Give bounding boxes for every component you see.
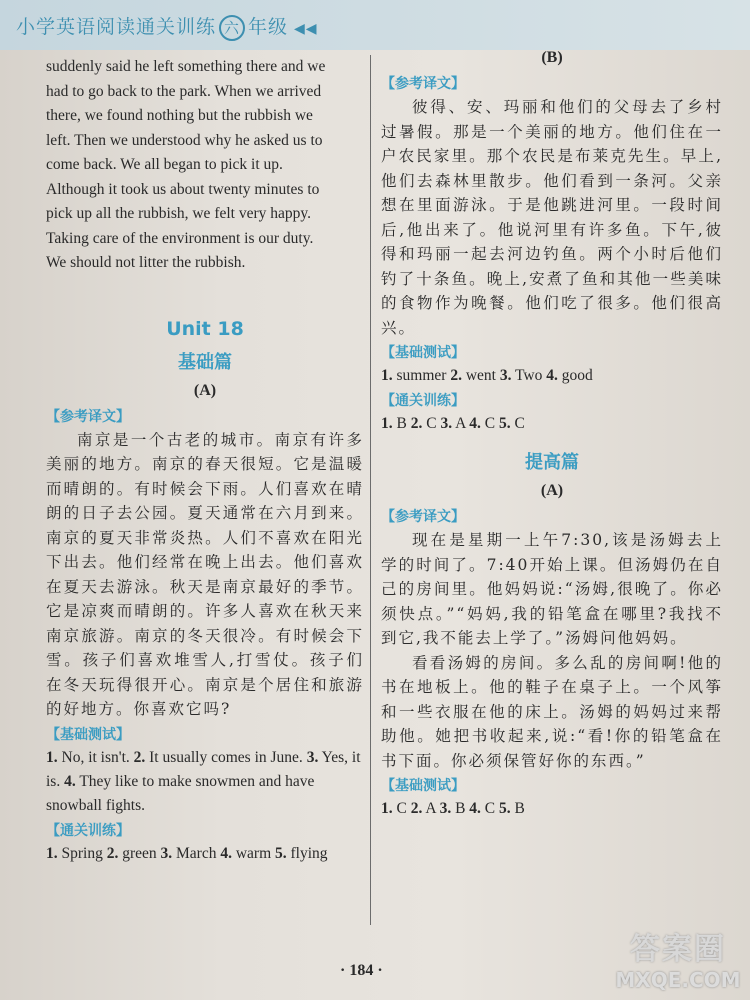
answer-number: 3. (439, 800, 452, 817)
tag-translation-a2: 【 参考译文 】 (381, 506, 723, 526)
answer-text: C (480, 800, 500, 817)
tag-basic-test-b: 【 基础测试 】 (381, 342, 723, 362)
answer-text: green (118, 844, 161, 862)
answer-number: 3. (499, 367, 512, 384)
column-divider (370, 55, 371, 925)
english-line: had to go back to the park. When we arrived (46, 82, 322, 100)
subsection-b: (B) (541, 49, 563, 66)
tag-pass-training-b: 【 通关训练 】 (381, 390, 723, 410)
answer-number: 2. (450, 367, 462, 384)
left-column (46, 55, 364, 866)
answer-number: 1. (46, 748, 58, 766)
english-passage (46, 55, 364, 276)
answer-text: summer (392, 367, 451, 384)
pass-training-answers (46, 842, 364, 866)
answer-text: C (480, 415, 500, 432)
tag-basic-test: 【 基础测试 】 (46, 724, 364, 744)
answer-number: 1. (381, 415, 393, 432)
section-title-advanced: 提高篇 (525, 452, 579, 473)
answer-number: 1. (381, 800, 393, 817)
answer-text: C (422, 415, 441, 432)
header-arrow-icon: ◀◀ (294, 21, 318, 37)
tag-translation: 【 参考译文 】 (46, 406, 364, 426)
answer-number: 4. (64, 772, 76, 790)
answer-number: 2. (106, 844, 119, 862)
english-line: left. Then we understood why he asked us to (46, 131, 323, 149)
unit-title: Unit 18 (166, 317, 244, 340)
watermark-logo: 答案圈 (630, 932, 726, 967)
answer-number: 4. (469, 415, 481, 432)
answer-number: 3. (160, 844, 173, 862)
english-line: Although it took us about twenty minutes to (46, 180, 320, 198)
translation-a2-para2: 看看汤姆的房间。多么乱的房间啊!他的书在地板上。他的鞋子在桌子上。一个风筝和一些衣服在他的床上。汤姆的妈妈过来帮助他。她把书收起来,说:“看!你的铅笔盒在书下面。你必须保管好你的东西。” (381, 653, 723, 770)
answer-number: 1. (46, 844, 58, 862)
english-line: there, we found nothing but the rubbish we (46, 107, 313, 124)
answer-text: warm (231, 844, 276, 862)
tag-pass-training: 【 通关训练 】 (46, 820, 364, 840)
answer-text: B (392, 415, 411, 432)
answer-text: B (451, 800, 470, 817)
tag-translation-b: 【 参考译文 】 (381, 73, 723, 93)
answer-number: 2. (133, 748, 146, 766)
watermark (614, 924, 742, 994)
english-line: Taking care of the environment is our duty. (46, 229, 314, 247)
answer-number: 4. (220, 844, 232, 862)
english-line: come back. We all began to pick it up. (46, 156, 283, 173)
answer-number: 3. (306, 748, 319, 766)
answer-number: 5. (275, 844, 287, 862)
subsection-a: (A) (193, 381, 217, 399)
answer-number: 4. (469, 800, 481, 817)
english-line: We should not litter the rubbish. (46, 254, 246, 271)
answer-text: A (452, 415, 470, 432)
answer-text: No, it isn't. (57, 748, 134, 766)
basic-test-a2-answers (381, 797, 723, 821)
answer-number: 5. (499, 800, 511, 817)
answer-number: 2. (410, 800, 423, 817)
translation-a2-para1: 现在是星期一上午7:30,该是汤姆去上学的时间了。7:40开始上课。但汤姆仍在自己的房间里。他妈妈说:“汤姆,很晚了。你必须快点。”“妈妈,我的铅笔盒在哪里?我找不到它,我不能去上学了。”汤姆问他妈妈。 (381, 531, 723, 647)
basic-test-b-answers (381, 364, 723, 388)
running-header (16, 12, 318, 41)
page-number: · 184 · (340, 962, 383, 979)
answer-text: A (422, 800, 440, 817)
answer-text: Yes, it is. (46, 748, 361, 790)
answer-text: C (510, 415, 525, 432)
answer-number: 1. (381, 367, 393, 384)
answer-text: C (392, 800, 411, 817)
english-line: suddenly said he left something there and we (46, 58, 326, 75)
answer-number: 3. (440, 415, 453, 432)
translation-text: 南京是一个古老的城市。南京有许多美丽的地方。南京的春天很短。它是温暖而晴朗的。有时候会下雨。人们喜欢在晴朗的日子去公园。夏天通常在六月到来。南京的夏天非常炎热。人们不喜欢在阳光下出去。他们经常在晚上出去。他们喜欢在夏天去游泳。秋天是南京最好的季节。它是凉爽而晴朗的。许多人喜欢在秋天来南京旅游。南京的冬天很冷。有时候会下雪。孩子们喜欢堆雪人,打雪仗。孩子们在冬天玩得很开心。南京是个居住和旅游的好地方。你喜欢它吗? (46, 430, 364, 718)
answer-text: It usually comes in June. (145, 748, 307, 766)
basic-test-answers (46, 746, 364, 818)
answer-number: 4. (546, 367, 558, 384)
section-title-basic: 基础篇 (178, 351, 232, 373)
right-column (381, 45, 723, 821)
header-title: 小学英语阅读通关训练 (16, 16, 217, 38)
subsection-a2: (A) (540, 482, 564, 499)
answer-number: 5. (499, 415, 511, 432)
english-line: pick up all the rubbish, we felt very happy. (46, 205, 312, 222)
answer-number: 2. (410, 415, 423, 432)
answer-text: flying (286, 844, 328, 862)
answer-text: They like to make snowmen and have snowball fights. (46, 772, 315, 814)
header-grade: 年级 (248, 16, 289, 38)
answer-text: B (510, 800, 525, 817)
answer-text: Spring (57, 844, 107, 862)
tag-basic-test-a2: 【 基础测试 】 (381, 775, 723, 795)
answer-text: went (461, 367, 500, 384)
translation-b-text: 彼得、安、玛丽和他们的父母去了乡村过暑假。那是一个美丽的地方。他们住在一户农民家里。那个农民是布莱克先生。早上,他们去森林里散步。他们看到一条河。父亲想在里面游泳。于是他跳进河里。一段时间后,他出来了。他说河里有许多鱼。下午,彼得和玛丽一起去河边钓鱼。两个小时后他们钓了十条鱼。晚上,安煮了鱼和其他一些美味的食物作为晚餐。他们吃了很多。他们很高兴。 (381, 98, 723, 337)
pass-training-b-answers (381, 412, 723, 436)
answer-text: good (557, 367, 593, 384)
grade-circle: 六 (219, 15, 245, 41)
answer-text: March (172, 844, 221, 862)
watermark-url: MXQE.COM (615, 968, 741, 992)
answer-text: Two (511, 367, 547, 384)
